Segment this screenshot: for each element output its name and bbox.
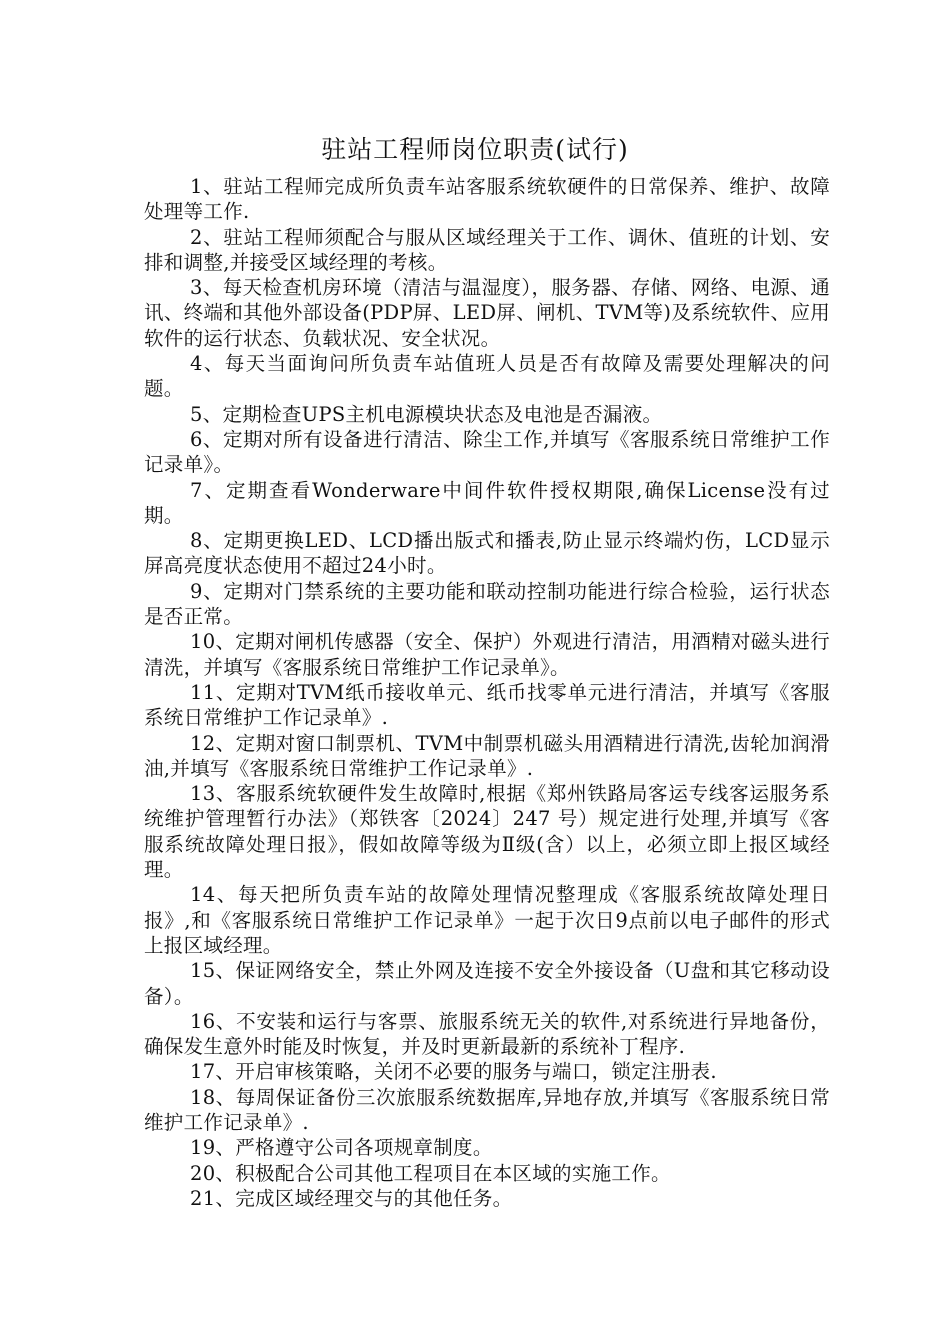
duty-item-6: 6、定期对所有设备进行清洁、除尘工作,并填写《客服系统日常维护工作记录单》。 bbox=[144, 427, 830, 477]
duty-item-4: 4、每天当面询问所负责车站值班人员是否有故障及需要处理解决的问题。 bbox=[144, 352, 830, 401]
duty-item-16: 16、不安装和运行与客票、旅服系统无关的软件,对系统进行异地备份，确保发生意外时能及时恢复，并及时更新最新的系统补丁程序. bbox=[144, 1009, 830, 1059]
duty-item-21: 21、完成区域经理交与的其他任务。 bbox=[190, 1186, 513, 1210]
duty-item-17: 17、开启审核策略，关闭不必要的服务与端口，锁定注册表. bbox=[190, 1060, 717, 1084]
duty-item-1: 1、驻站工程师完成所负责车站客服系统软硬件的日常保养、维护、故障处理等工作. bbox=[144, 175, 830, 224]
duty-item-14: 14、每天把所负责车站的故障处理情况整理成《客服系统故障处理日报》,和《客服系统日常维护工作记录单》一起于次日9点前以电子邮件的形式上报区域经理。 bbox=[144, 883, 830, 957]
duty-item-2: 2、驻站工程师须配合与服从区域经理关于工作、调休、值班的计划、安排和调整,并接受区域经理的考核。 bbox=[144, 225, 830, 274]
duty-item-8: 8、定期更换LED、LCD播出版式和播表,防止显示终端灼伤，LCD显示屏高亮度状态使用不超过24小时。 bbox=[144, 529, 830, 578]
duty-item-9: 9、定期对门禁系统的主要功能和联动控制功能进行综合检验，运行状态是否正常。 bbox=[144, 579, 830, 629]
duty-item-7: 7、定期查看Wonderware中间件软件授权期限,确保License没有过期。 bbox=[144, 478, 830, 527]
duty-item-5: 5、定期检查UPS主机电源模块状态及电池是否漏液。 bbox=[190, 402, 663, 426]
duty-item-20: 20、积极配合公司其他工程项目在本区域的实施工作。 bbox=[190, 1161, 671, 1185]
duty-item-10: 10、定期对闸机传感器（安全、保护）外观进行清洁，用酒精对磁头进行清洗，并填写《客服系统日常维护工作记录单》。 bbox=[144, 630, 830, 679]
duty-item-12: 12、定期对窗口制票机、TVM中制票机磁头用酒精进行清洗,齿轮加润滑油,并填写《客服系统日常维护工作记录单》. bbox=[144, 731, 830, 780]
duty-item-3: 3、每天检查机房环境（清洁与温湿度），服务器、存储、网络、电源、通讯、终端和其他外部设备(PDP屏、LED屏、闸机、TVM等)及系统软件、应用软件的运行状态、负载状况、安全状况。 bbox=[144, 276, 830, 350]
duty-item-18: 18、每周保证备份三次旅服系统数据库,异地存放,并填写《客服系统日常维护工作记录单》. bbox=[144, 1085, 830, 1134]
duty-item-11: 11、定期对TVM纸币接收单元、纸币找零单元进行清洁，并填写《客服系统日常维护工作记录单》. bbox=[144, 680, 830, 730]
duty-item-15: 15、保证网络安全，禁止外网及连接不安全外接设备（U盘和其它移动设备）。 bbox=[144, 959, 830, 1008]
duty-item-13: 13、客服系统软硬件发生故障时,根据《郑州铁路局客运专线客运服务系统维护管理暂行办法》（郑铁客〔2024〕247 号）规定进行处理,并填写《客服系统故障处理日报》，假如故障等级为Ⅱ级(含）以上，必须立即上报区域经理。 bbox=[144, 782, 830, 882]
duty-item-19: 19、严格遵守公司各项规章制度。 bbox=[190, 1136, 493, 1160]
page-title: 驻站工程师岗位职责(试行) bbox=[321, 135, 629, 164]
duty-list bbox=[144, 174, 830, 1211]
